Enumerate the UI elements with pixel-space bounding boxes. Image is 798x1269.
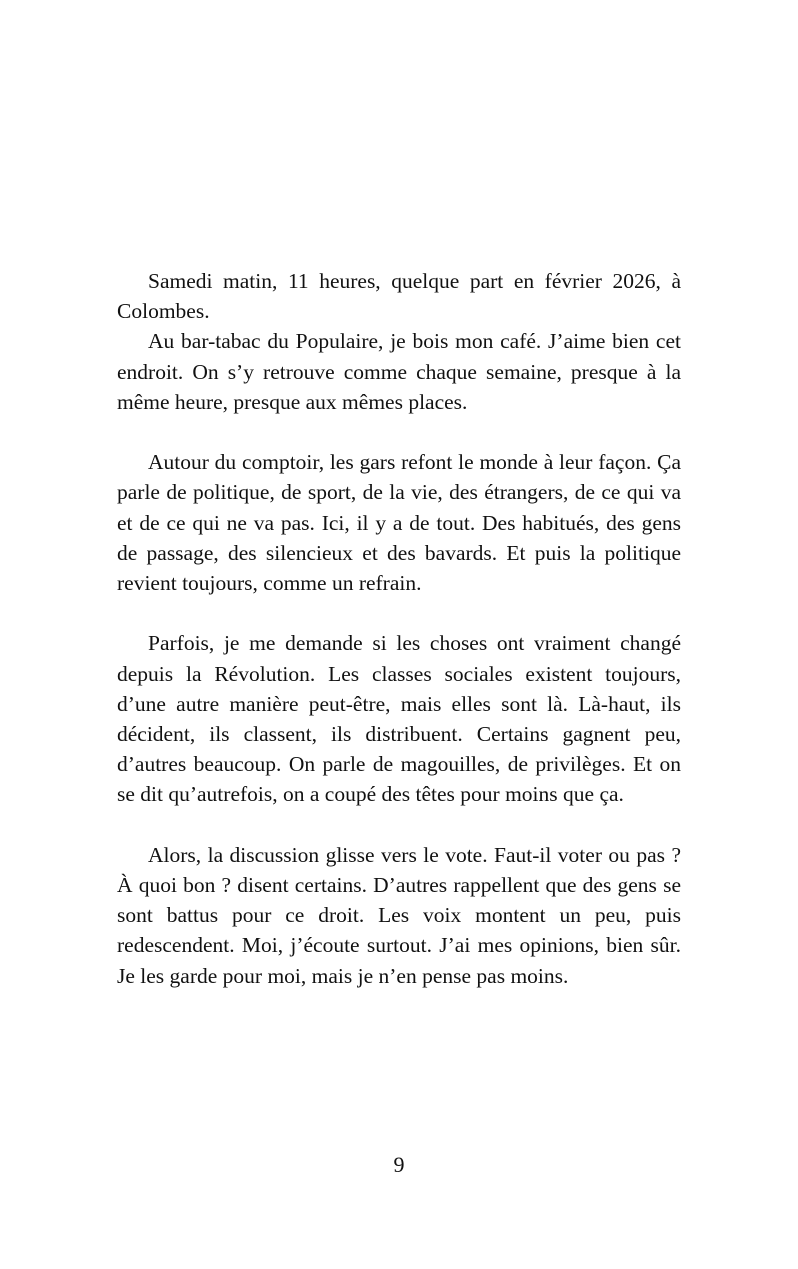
page-number: 9	[393, 1152, 405, 1177]
paragraph-comptoir: Autour du comptoir, les gars refont le monde à leur façon. Ça parle de politique, de sport, de la vie, des étrangers, de ce qui va et de ce qui ne va pas. Ici, il y a de tout. Des habitués, des gens de passage, des silencieux et des bavards. Et puis la politique revient toujours, comme un refrain.	[117, 450, 681, 596]
page-body	[117, 266, 681, 991]
paragraph-spacer	[117, 598, 681, 628]
paragraph-bar-tabac: Au bar-tabac du Populaire, je bois mon café. J’aime bien cet endroit. On s’y retrouve comme chaque semaine, presque à la même heure, presque aux mêmes places.	[117, 329, 681, 414]
paragraph-spacer	[117, 810, 681, 840]
paragraph-revolution: Parfois, je me demande si les choses ont vraiment changé depuis la Révolution. Les classes sociales existent toujours, d’une autre manière peut-être, mais elles sont là. Là-haut, ils décident, ils classent, ils distribuent. Certains gagnent peu, d’autres beaucoup. On parle de magouilles, de privilèges. Et on se dit qu’autrefois, on a coupé des têtes pour moins que ça.	[117, 631, 681, 807]
paragraph-vote: Alors, la discussion glisse vers le vote. Faut-il voter ou pas ? À quoi bon ? disent certains. D’autres rappellent que des gens se sont battus pour ce droit. Les voix montent un peu, puis redescendent. Moi, j’écoute surtout. J’ai mes opinions, bien sûr. Je les garde pour moi, mais je n’en pense pas moins.	[117, 842, 681, 988]
paragraph-opening: Samedi matin, 11 heures, quelque part en février 2026, à Colombes.	[117, 269, 681, 324]
paragraph-spacer	[117, 417, 681, 447]
